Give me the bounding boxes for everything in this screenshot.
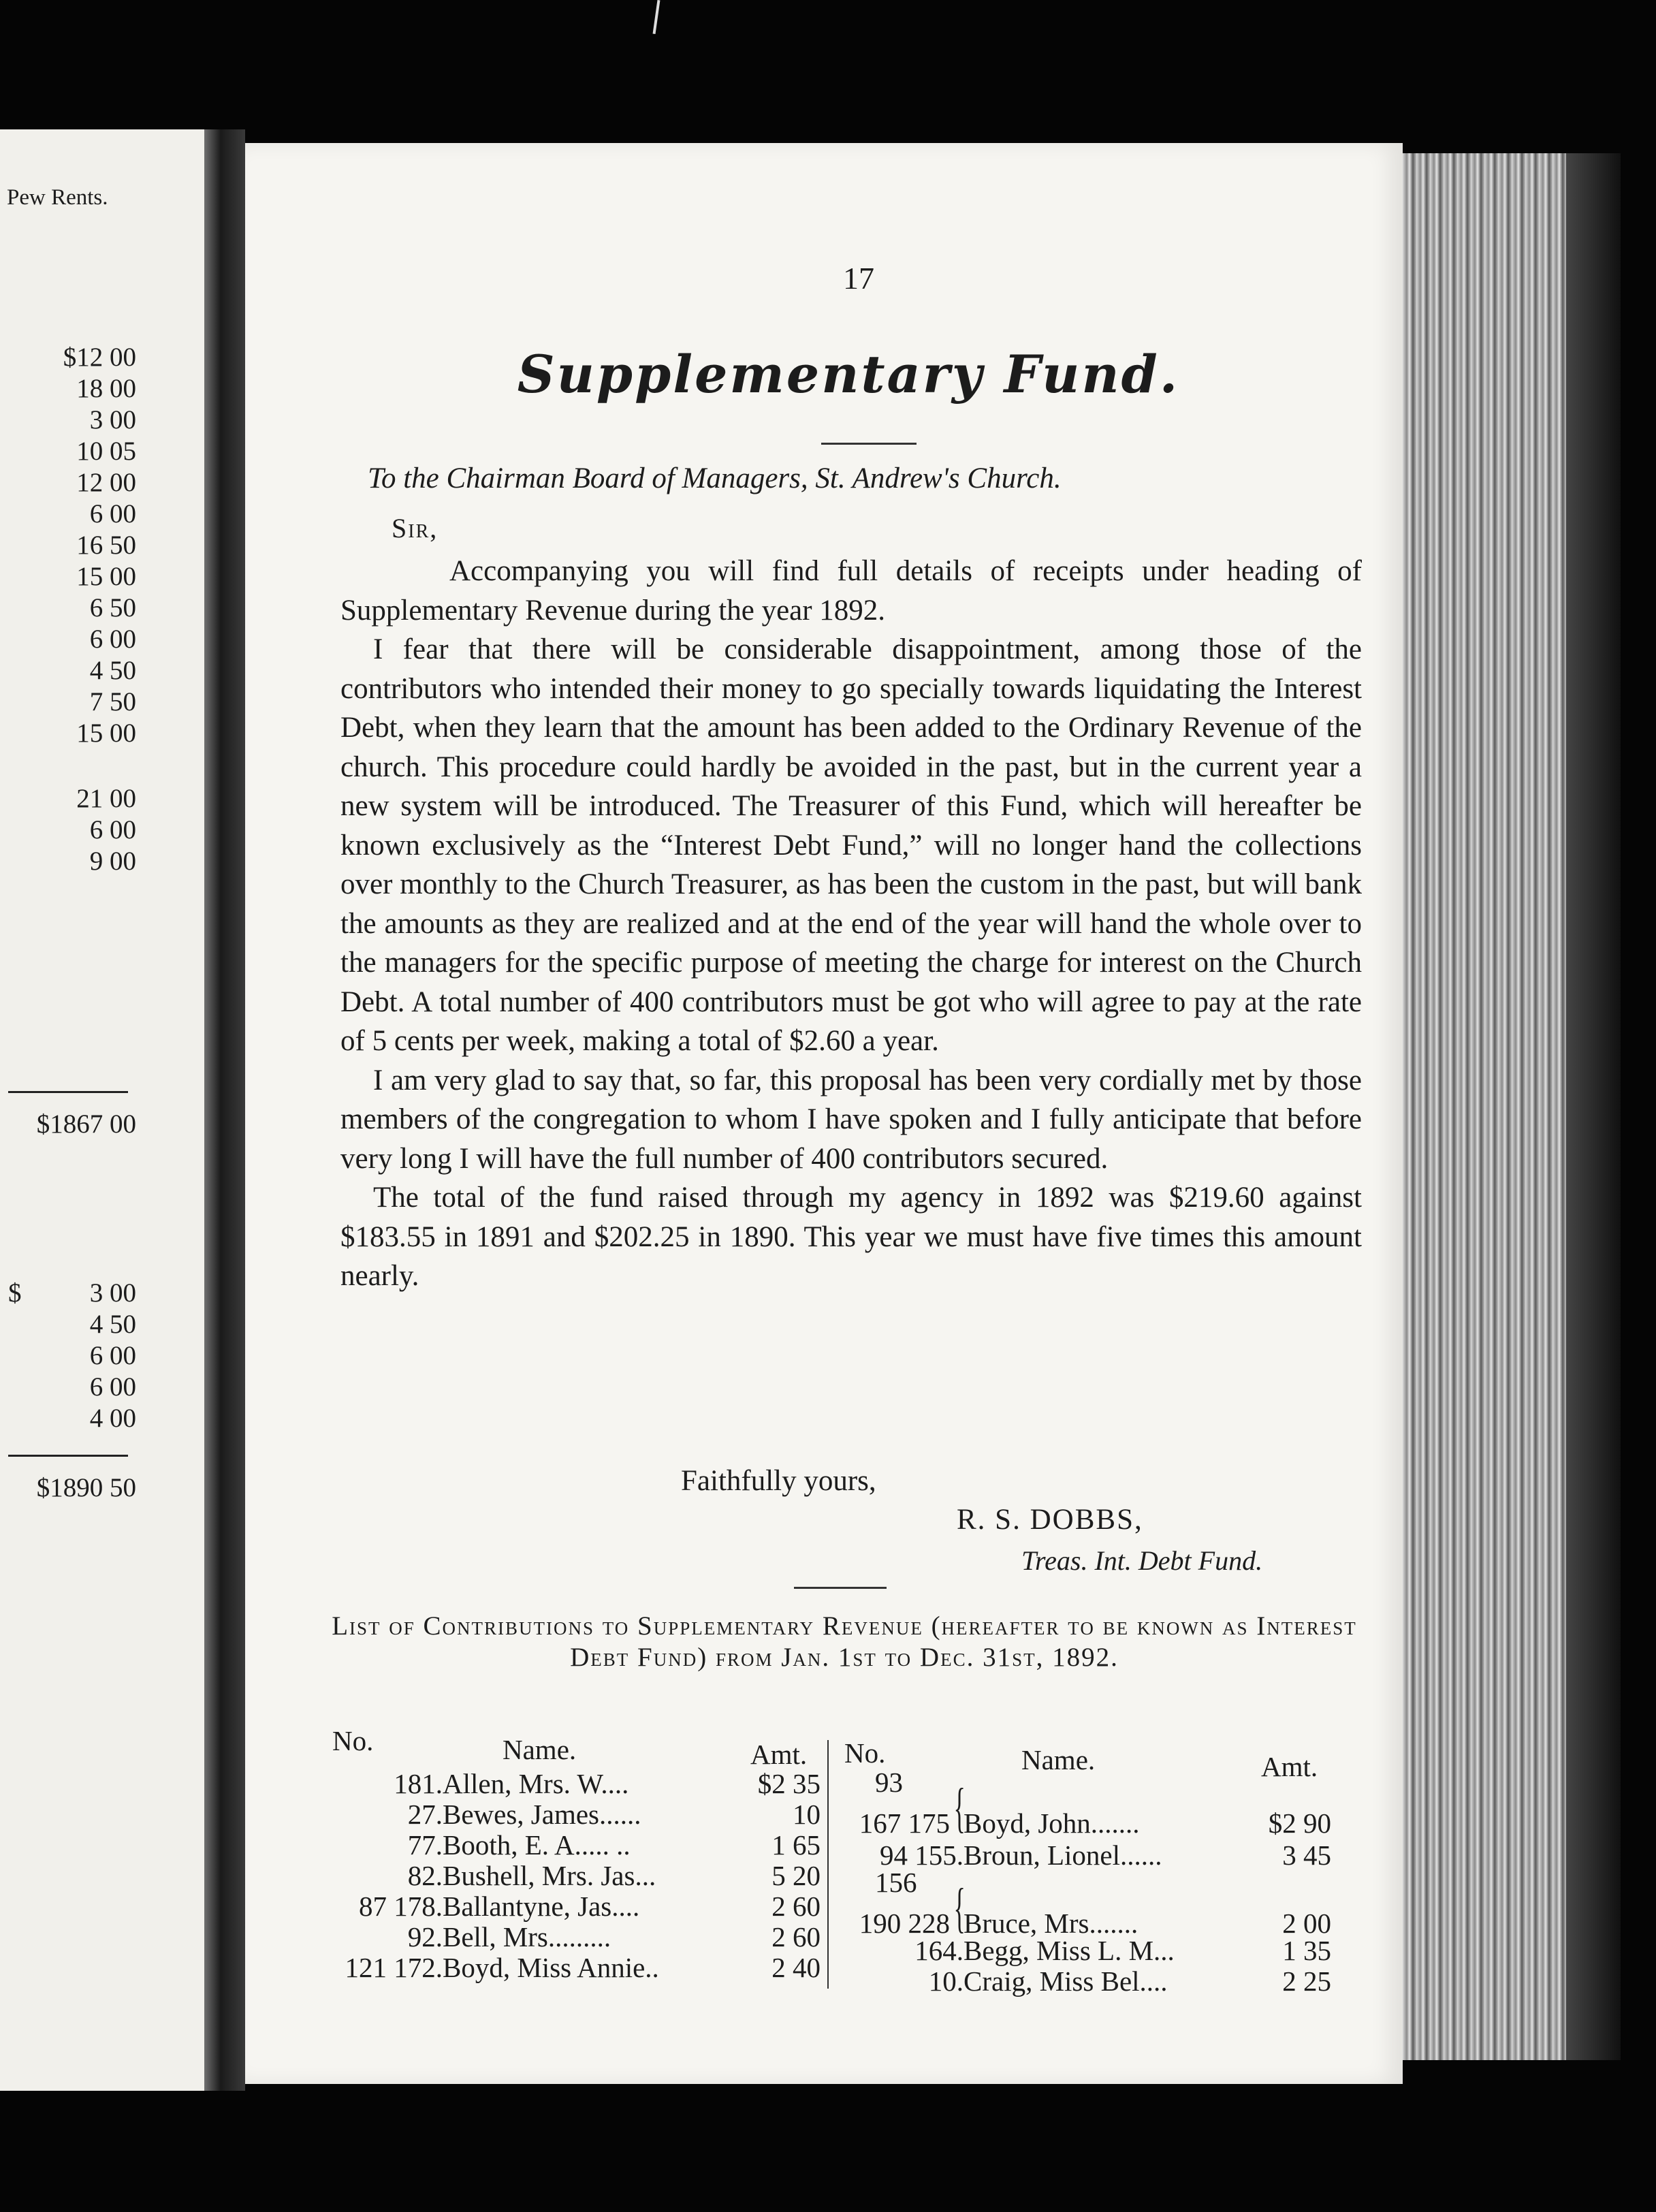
page-title: Supplementary Fund. [517, 344, 1180, 405]
contributions-heading: List of Contributions to Supplementary Revenue (hereafter to be known as Interest Debt Fund) from Jan. 1st to Dec. 31st, 1892. [332, 1611, 1357, 1672]
pew-rent-amount: 7 50 [89, 687, 136, 716]
pew-rent-amount: 15 00 [76, 562, 136, 591]
letter-signer: R. S. DOBBS, [957, 1504, 1143, 1536]
grand-total: $1890 50 [36, 1473, 136, 1502]
letter-addressee: To the Chairman Board of Managers, St. Andrew's Church. [368, 462, 1062, 494]
contributor-name: Boyd, John....... [964, 1807, 1140, 1839]
sum-rule [8, 1455, 128, 1457]
signer-title: Treas. Int. Debt Fund. [1021, 1545, 1263, 1576]
table-row [320, 1859, 821, 1892]
contribution-amount: 5 20 [771, 1860, 821, 1891]
contribution-amount: 10 [793, 1799, 821, 1830]
table-row [320, 1829, 821, 1861]
contributor-numbers: 82. [407, 1860, 443, 1891]
contributor-numbers: 94 155. [880, 1839, 964, 1871]
pew-rent-amount: 16 50 [76, 531, 136, 560]
extra-amount: 3 00 [89, 1278, 136, 1308]
letter-paragraph: Accompanying you will find full details of receipts under heading of Supplementary Revenue during the year 1892. [340, 555, 1362, 627]
letter-paragraph: The total of the fund raised through my agency in 1892 was $219.60 against $183.55 in 1891 and $202.25 in 1890. This year we must have five times this amount nearly. [340, 1182, 1362, 1292]
contribution-amount: 2 40 [771, 1952, 821, 1983]
letter-closing: Faithfully yours, [681, 1465, 876, 1497]
table-row [320, 1798, 821, 1831]
title-divider [821, 443, 917, 445]
pew-rent-amount: 10 05 [76, 437, 136, 466]
contribution-amount: 2 60 [771, 1891, 821, 1922]
contribution-amount: 2 00 [1282, 1908, 1331, 1939]
table-row [834, 1767, 1331, 1842]
contributor-numbers: 156 [875, 1867, 917, 1898]
left-page-gutter [204, 129, 245, 2091]
pew-rent-amount: 6 00 [89, 625, 136, 654]
pew-rent-amount: 6 00 [89, 815, 136, 844]
pew-rent-amount: 12 00 [76, 468, 136, 497]
col-header-name: Name. [503, 1734, 577, 1765]
extra-amount: 4 00 [89, 1404, 136, 1433]
pew-rent-amount: 3 00 [89, 405, 136, 434]
contributor-name: Begg, Miss L. M... [964, 1935, 1175, 1966]
contributor-name: Allen, Mrs. W.... [443, 1768, 629, 1799]
letter-paragraph: I am very glad to say that, so far, this proposal has been very cordially met by those members of the congregation to whom I have spoken and I fully anticipate that before very long I will have the full number of 400 contributors secured. [340, 1064, 1362, 1175]
pew-rent-amount: 4 50 [89, 656, 136, 685]
contributor-numbers: 87 178. [359, 1891, 443, 1922]
contribution-amount: 2 25 [1282, 1965, 1331, 1997]
table-row [320, 1890, 821, 1923]
column-divider [827, 1740, 829, 1989]
pew-rent-amount: 15 00 [76, 718, 136, 748]
col-header-amt: Amt. [1261, 1751, 1318, 1782]
contribution-amount: 2 60 [771, 1921, 821, 1953]
contributor-name: Boyd, Miss Annie.. [443, 1952, 659, 1983]
contributor-numbers: 27. [407, 1799, 443, 1830]
contributor-name: Bushell, Mrs. Jas... [443, 1860, 656, 1891]
table-row [320, 1767, 821, 1800]
table-row [834, 1965, 1331, 1997]
pew-rent-amount: 18 00 [76, 374, 136, 403]
sum-rule [8, 1091, 128, 1093]
contributor-name: Booth, E. A..... .. [443, 1829, 631, 1861]
contribution-amount: $2 90 [1268, 1807, 1331, 1839]
contributor-numbers: 92. [407, 1921, 443, 1953]
contributor-name: Bewes, James...... [443, 1799, 641, 1830]
pew-rent-amount: 9 00 [89, 847, 136, 876]
contributor-numbers: 190 228 [859, 1908, 950, 1939]
contributor-name: Craig, Miss Bel.... [964, 1965, 1168, 1997]
extra-amount: 4 50 [89, 1310, 136, 1339]
table-row [834, 1934, 1331, 1967]
letter-salutation: Sir, [392, 513, 439, 543]
brace-mark: { [953, 1778, 966, 1838]
contribution-amount: $2 35 [757, 1768, 821, 1799]
extra-amount: 6 00 [89, 1372, 136, 1402]
pew-rent-amount: $12 00 [63, 343, 136, 372]
dollar-sign: $ [8, 1278, 22, 1308]
col-header-no: No. [332, 1725, 374, 1756]
letter-body [340, 552, 1362, 1296]
pew-rent-amount: 6 00 [89, 499, 136, 528]
brace-mark: { [953, 1878, 966, 1938]
pew-rent-amount: 6 50 [89, 593, 136, 622]
col-header-name: Name. [1021, 1744, 1096, 1775]
pencil-mark [653, 0, 660, 34]
extra-amount: 6 00 [89, 1341, 136, 1370]
contribution-amount: 3 45 [1282, 1839, 1331, 1871]
contributor-numbers: 77. [407, 1829, 443, 1861]
contributor-name: Broun, Lionel...... [964, 1839, 1162, 1871]
col-header-amt: Amt. [750, 1739, 808, 1770]
pew-rents-header: Pew Rents. [7, 185, 108, 210]
contribution-amount: 1 65 [771, 1829, 821, 1861]
page-edges [1403, 153, 1621, 2060]
contribution-amount: 1 35 [1282, 1935, 1331, 1966]
contributor-numbers: 167 175 [859, 1807, 950, 1839]
col-header-no: No. [844, 1737, 886, 1769]
pew-rents-subtotal: $1867 00 [36, 1109, 136, 1139]
contributor-numbers: 93 [875, 1767, 903, 1798]
contributor-name: Bruce, Mrs....... [964, 1908, 1138, 1939]
section-divider [794, 1587, 887, 1589]
contributor-numbers: 181. [394, 1768, 443, 1799]
letter-paragraph: I fear that there will be considerable disappointment, among those of the contributors who intended their money to go specially towards liquidating the Interest Debt, when they learn that the amount has been added to the Ordinary Revenue of the church. This procedure could hardly be avoided in the past, but in the current year a new system will be introduced. The Treasurer of this Fund, which will hereafter be known exclusively as the “Interest Debt Fund,” will no longer hand the collections over monthly to the Church Treasurer, as has been the custom in the past, but will bank the amounts as they are realized and at the end of the year will hand the whole over to the managers for the specific purpose of meeting the charge for interest on the Church Debt. A total number of 400 contributors must be got who will agree to pay at the rate of 5 cents per week, making a total of $2.60 a year. [340, 633, 1362, 1057]
contributor-name: Bell, Mrs......... [443, 1921, 611, 1953]
pew-rent-amount: 21 00 [76, 784, 136, 813]
page-number: 17 [843, 261, 874, 296]
table-row [320, 1921, 821, 1953]
table-row [320, 1951, 821, 1984]
contributor-name: Ballantyne, Jas.... [443, 1891, 640, 1922]
contributor-numbers: 164. [914, 1935, 964, 1966]
contributor-numbers: 121 172. [345, 1952, 443, 1983]
contributor-numbers: 10. [928, 1965, 964, 1997]
